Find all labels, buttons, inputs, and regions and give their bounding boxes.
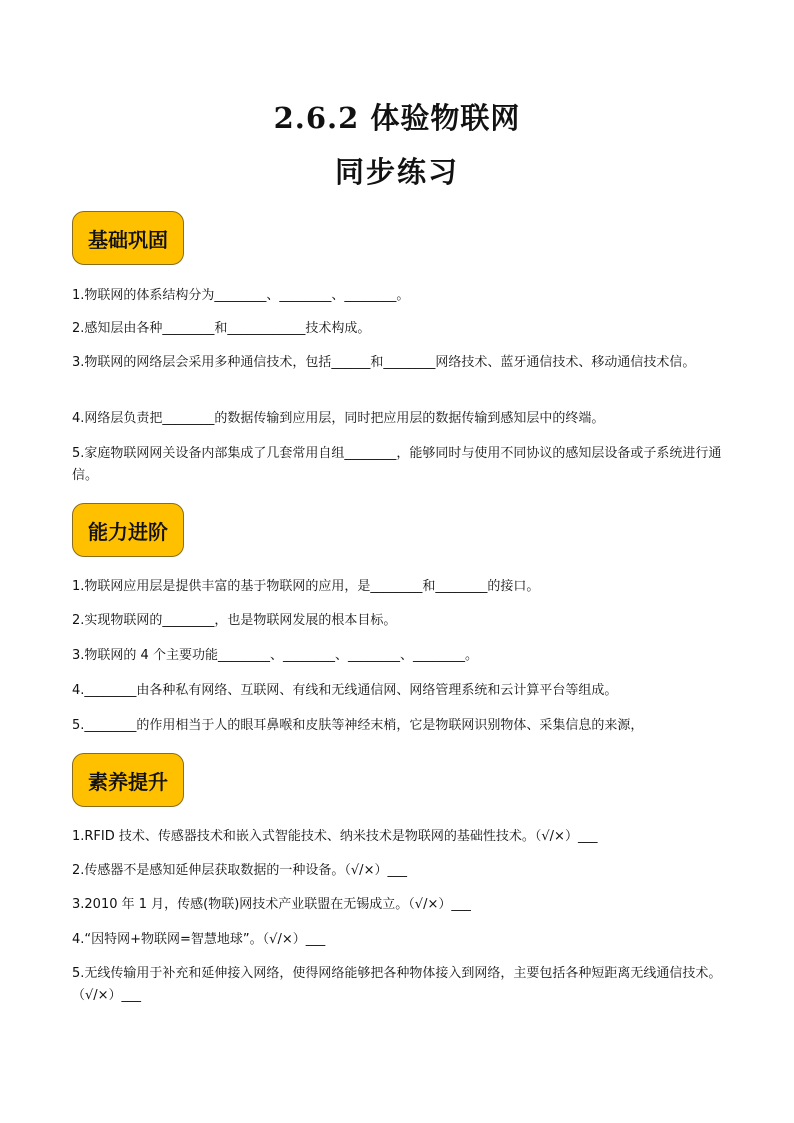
question-item: 4.“因特网+物联网=智慧地球”。（√/×）___ <box>72 932 326 947</box>
question-item: 2.感知层由各种________和____________技术构成。 <box>72 321 371 336</box>
question-item: 2.实现物联网的________，也是物联网发展的根本目标。 <box>72 613 397 628</box>
question-item: 5.家庭物联网网关设备内部集成了几套常用自组________，能够同时与使用不同协议的感知层设备或子系统进行通信。 <box>72 446 722 483</box>
question-item: 1.物联网的体系结构分为________、________、________。 <box>72 288 410 303</box>
question-item: 3.物联网的网络层会采用多种通信技术，包括______和________网络技术、蓝牙通信技术、移动通信技术信。 <box>72 355 696 370</box>
question-item: 1.物联网应用层是提供丰富的基于物联网的应用，是________和________的接口。 <box>72 579 540 594</box>
section-heading-advanced: 能力进阶 <box>72 503 184 557</box>
question-item: 1.RFID 技术、传感器技术和嵌入式智能技术、纳米技术是物联网的基础性技术。（√/×）___ <box>72 829 598 844</box>
page-title: 2.6.2 体验物联网 <box>273 101 521 135</box>
question-item: 3.2010 年 1 月，传感(物联)网技术产业联盟在无锡成立。（√/×）___ <box>72 897 471 912</box>
question-item: 3.物联网的 4 个主要功能________、________、________、________。 <box>72 648 478 663</box>
section-heading-literacy: 素养提升 <box>72 753 184 807</box>
section-heading-basic: 基础巩固 <box>72 211 184 265</box>
question-item: 4.________由各种私有网络、互联网、有线和无线通信网、网络管理系统和云计算平台等组成。 <box>72 683 618 698</box>
question-item: 5.________的作用相当于人的眼耳鼻喉和皮肤等神经末梢，它是物联网识别物体、采集信息的来源， <box>72 718 644 733</box>
question-item: 2.传感器不是感知延伸层获取数据的一种设备。（√/×）___ <box>72 863 407 878</box>
question-item: 4.网络层负责把________的数据传输到应用层，同时把应用层的数据传输到感知层中的终端。 <box>72 411 605 426</box>
page-subtitle: 同步练习 <box>334 155 459 189</box>
question-item: 5.无线传输用于补充和延伸接入网络，使得网络能够把各种物体接入到网络，主要包括各种短距离无线通信技术。（√/×）___ <box>72 966 722 1003</box>
